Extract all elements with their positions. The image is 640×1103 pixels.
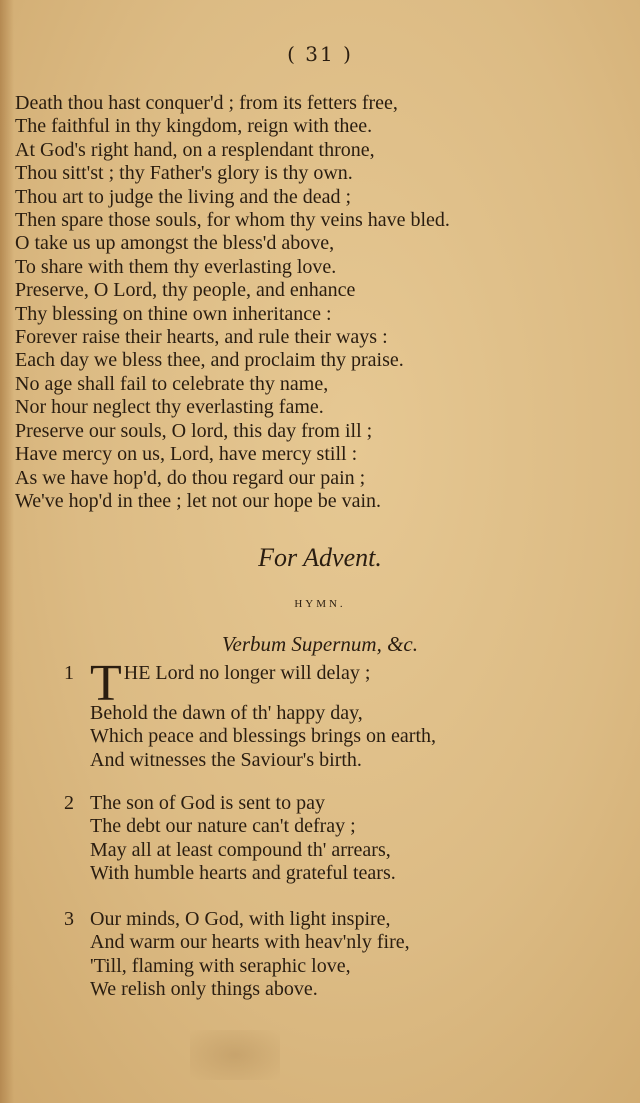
- stanza-line: And warm our hearts with heav'nly fire,: [90, 931, 410, 954]
- paper-stain: [190, 1030, 280, 1080]
- stanza-line: Behold the dawn of th' happy day,: [90, 702, 363, 724]
- stanza-number: 1: [64, 662, 74, 684]
- poem-line: Nor hour neglect thy everlasting fame.: [15, 396, 324, 419]
- stanza-first-line: Our minds, O God, with light inspire,: [90, 908, 391, 930]
- poem-line: O take us up amongst the bless'd above,: [15, 232, 335, 255]
- stanza-1: [60, 655, 620, 772]
- page-number: ( 31 ): [287, 42, 353, 66]
- poem-line: Death thou hast conquer'd ; from its fetters free,: [15, 92, 398, 114]
- stanza-3: [60, 908, 620, 1002]
- poem-line: Thou sitt'st ; thy Father's glory is thy own.: [15, 162, 353, 185]
- poem-line: Thy blessing on thine own inheritance :: [15, 302, 332, 325]
- stanza-line: We relish only things above.: [90, 978, 318, 1001]
- stanza-line: With humble hearts and grateful tears.: [90, 862, 396, 885]
- stanza-line: The debt our nature can't defray ;: [90, 815, 356, 838]
- stanza-line: And witnesses the Saviour's birth.: [90, 748, 362, 771]
- hymn-label: HYMN.: [294, 598, 346, 610]
- poem-line: Each day we bless thee, and proclaim thy praise.: [15, 349, 404, 372]
- poem-line: The faithful in thy kingdom, reign with thee.: [15, 115, 373, 138]
- poem-line: Preserve, O Lord, thy people, and enhance: [15, 279, 356, 302]
- hymn-title: Verbum Supernum, &c.: [222, 632, 418, 656]
- poem-line: Have mercy on us, Lord, have mercy still :: [15, 443, 358, 466]
- stanza-first-line: The son of God is sent to pay: [90, 792, 325, 814]
- poem-line: At God's right hand, on a resplendant throne,: [15, 138, 375, 161]
- poem-line: Then spare those souls, for whom thy veins have bled.: [15, 209, 450, 232]
- stanza-number: 2: [64, 792, 74, 814]
- poem-line: No age shall fail to celebrate thy name,: [15, 372, 329, 395]
- poem-line: Forever raise their hearts, and rule their ways :: [15, 326, 388, 349]
- drop-cap: T: [90, 655, 122, 712]
- stanza-line: May all at least compound th' arrears,: [90, 838, 391, 861]
- poem-line: As we have hop'd, do thou regard our pain ;: [15, 466, 366, 489]
- poem-block: [15, 92, 625, 513]
- stanza-first-line: [90, 655, 620, 712]
- stanza-number: 3: [64, 908, 74, 930]
- poem-line: Thou art to judge the living and the dead ;: [15, 185, 352, 208]
- poem-line: To share with them thy everlasting love.: [15, 255, 337, 278]
- poem-line: We've hop'd in thee ; let not our hope be vain.: [15, 489, 382, 512]
- stanza-line: Which peace and blessings brings on earth,: [90, 725, 437, 748]
- stanza-line-text: HE Lord no longer will delay ;: [123, 662, 371, 684]
- poem-line: Preserve our souls, O lord, this day from ill ;: [15, 419, 373, 442]
- stanza-2: [60, 792, 620, 886]
- section-heading: For Advent.: [258, 543, 382, 572]
- stanza-line: 'Till, flaming with seraphic love,: [90, 954, 351, 977]
